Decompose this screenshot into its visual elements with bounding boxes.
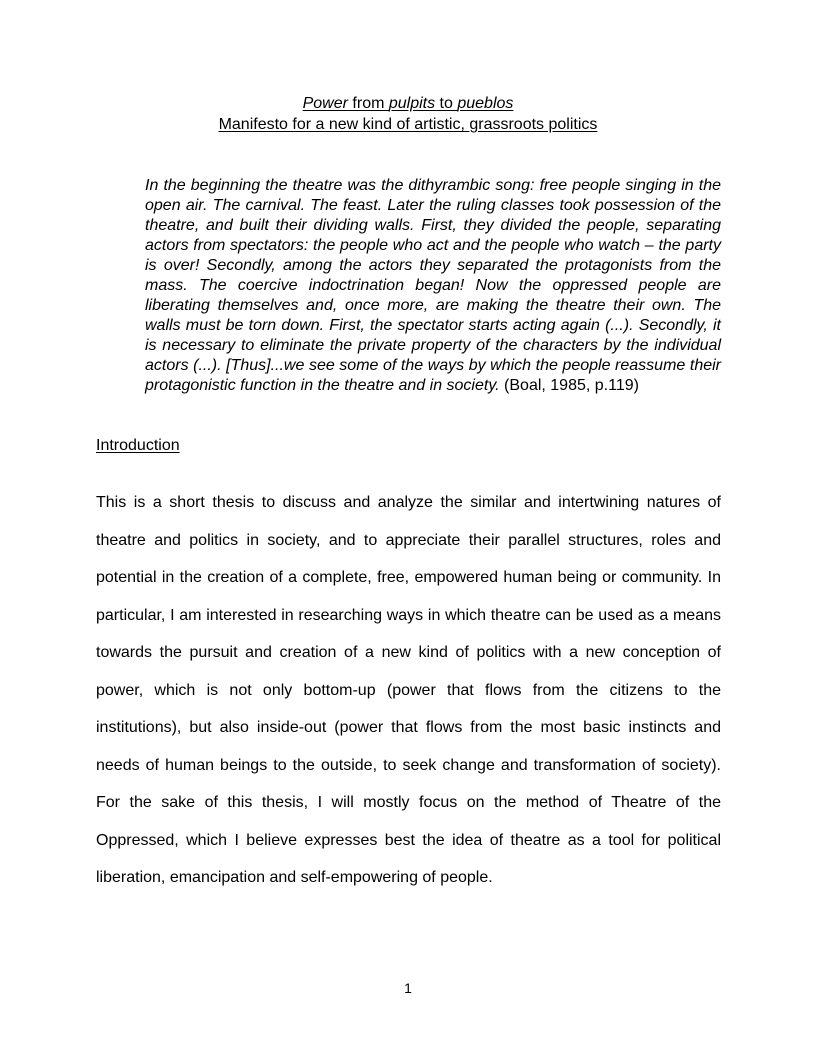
quote-text: In the beginning the theatre was the dithyrambic song: free people singing in the open air. The carnival. The feast. Later the ruling classes took possession of the theatre, and built their dividing walls. First, they divided the people, separating actors from spectators: the people who act and the people who watch – the party is over! Secondly, among the actors they separated the protagonists from the mass. The coercive indoctrination began! Now the oppressed people are liberating themselves and, once more, are making the theatre their own. The walls must be torn down. First, the spectator starts acting again (...). Secondly, it is necessary to eliminate the private property of the characters by the individual actors (...). [Thus]...we see some of the ways by which the people reassume their protagonistic function in the theatre and in society.	[145, 177, 721, 394]
title-connector-to: to	[435, 95, 458, 112]
introduction-paragraph: This is a short thesis to discuss and analyze the similar and intertwining natures of theatre and politics in society, and to appreciate their parallel structures, roles and potential in the creation of a complete, free, empowered human being or community. In particular, I am interested in researching ways in which theatre can be used as a means towards the pursuit and creation of a new kind of politics with a new conception of power, which is not only bottom-up (power that flows from the citizens to the institutions), but also inside-out (power that flows from the most basic instincts and needs of human beings to the outside, to seek change and transformation of society). For the sake of this thesis, I will mostly focus on the method of Theatre of the Oppressed, which I believe expresses best the idea of theatre as a tool for political liberation, emancipation and self-empowering of people.	[96, 494, 721, 886]
title-word-power: Power	[302, 95, 348, 112]
title-word-pueblos: pueblos	[457, 95, 514, 112]
document-title	[0, 93, 816, 135]
title-line-2: Manifesto for a new kind of artistic, grassroots politics	[218, 116, 598, 133]
epigraph-quote	[145, 176, 721, 396]
title-word-pulpits: pulpits	[388, 95, 436, 112]
page-number: 1	[404, 980, 412, 996]
section-heading-introduction: Introduction	[96, 437, 180, 454]
quote-citation: (Boal, 1985, p.119)	[499, 377, 639, 394]
title-connector-from: from	[347, 95, 389, 112]
title-line-1	[0, 93, 816, 114]
